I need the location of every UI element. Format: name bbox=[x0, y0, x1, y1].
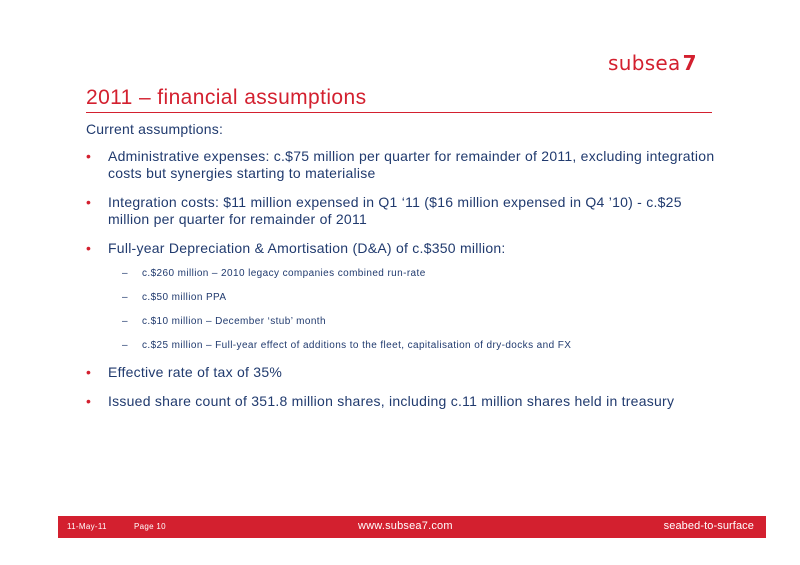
footer-website-link[interactable]: www.subsea7.com bbox=[358, 520, 453, 532]
bullet-marker: • bbox=[86, 393, 92, 409]
sub-bullet-item bbox=[108, 340, 726, 352]
intro-text: Current assumptions: bbox=[86, 121, 224, 137]
bullet-text: Full-year Depreciation & Amortisation (D&A) of c.$350 million: bbox=[108, 240, 506, 256]
sub-bullet-text: c.$260 million – 2010 legacy companies combined run-rate bbox=[142, 268, 426, 279]
bullet-text: Effective rate of tax of 35% bbox=[108, 364, 283, 380]
footer-tagline: seabed-to-surface bbox=[663, 520, 754, 532]
bullet-text: Administrative expenses: c.$75 million per quarter for remainder of 2011, excluding integration costs but synergies starting to materialise bbox=[108, 148, 715, 181]
sub-bullet-item bbox=[108, 316, 726, 328]
sub-bullet-marker: – bbox=[122, 340, 128, 351]
bullet-marker: • bbox=[86, 240, 92, 256]
sub-bullet-marker: – bbox=[122, 316, 128, 327]
bullet-marker: • bbox=[86, 364, 92, 380]
footer-bar bbox=[58, 516, 766, 538]
footer-date: 11-May-11 bbox=[67, 522, 107, 531]
bullet-text: Integration costs: $11 million expensed in Q1 ‘11 ($16 million expensed in Q4 ’10) - c.$25 million per quarter for remainder of 2011 bbox=[108, 194, 682, 227]
sub-bullet-item bbox=[108, 268, 726, 280]
bullet-text: Issued share count of 351.8 million shares, including c.11 million shares held in treasury bbox=[108, 393, 675, 409]
bullet-item bbox=[86, 194, 726, 228]
title-divider bbox=[86, 112, 712, 113]
logo-number: 7 bbox=[682, 51, 697, 75]
slide-content bbox=[86, 121, 726, 422]
bullet-item bbox=[86, 364, 726, 381]
sub-bullet-marker: – bbox=[122, 268, 128, 279]
footer-page-number: Page 10 bbox=[134, 522, 166, 531]
logo-text: subsea bbox=[608, 51, 681, 75]
bullet-item bbox=[86, 240, 726, 352]
company-logo bbox=[608, 51, 697, 75]
sub-bullet-list bbox=[108, 268, 726, 352]
sub-bullet-marker: – bbox=[122, 292, 128, 303]
slide-title: 2011 – financial assumptions bbox=[86, 86, 367, 109]
bullet-item bbox=[86, 148, 726, 182]
bullet-list bbox=[86, 148, 726, 410]
sub-bullet-text: c.$25 million – Full-year effect of additions to the fleet, capitalisation of dry-docks and FX bbox=[142, 340, 572, 351]
bullet-marker: • bbox=[86, 148, 92, 164]
bullet-marker: • bbox=[86, 194, 92, 210]
sub-bullet-text: c.$10 million – December ‘stub’ month bbox=[142, 316, 326, 327]
bullet-item bbox=[86, 393, 726, 410]
sub-bullet-item bbox=[108, 292, 726, 304]
sub-bullet-text: c.$50 million PPA bbox=[142, 292, 227, 303]
